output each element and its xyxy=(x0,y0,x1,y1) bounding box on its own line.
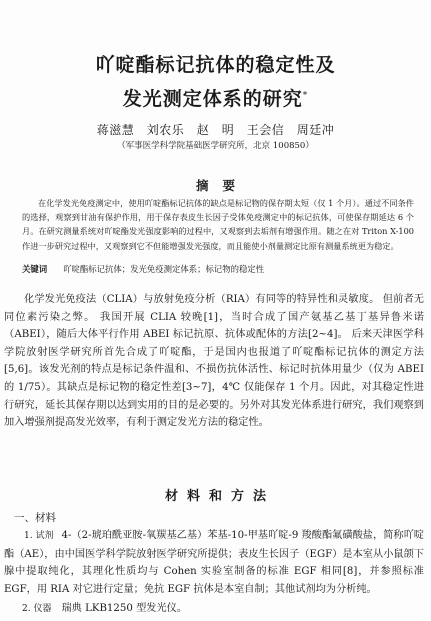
introduction-text: 化学发光免疫法（CLIA）与放射免疫分析（RIA）有同等的特异性和灵敏度。 但前者无同位素污染之弊。 我国开展 CLIA 较晚[1]，当时合成了国产氨基乙基丁基异鲁米诺（ABEI），随后大体平行作用 ABEI 标记抗原、抗体或配体的方法[2~4]。 后来天津医学科学院放射医学研究所首先合成了吖啶酯，于是国内也报道了吖啶酯标记抗体的测定方法[5,6]。该发光剂的特点是标记条件温和、不损伤抗体活性、标记时抗体用量少（仅为 ABEI 的 1/75）。其缺点是标记物的稳定性差[3~7]，4℃ 仅能保存 1 个月。因此，对其稳定性进行研究，延长其保存期以达到实用的目的是必要的。另外对其发光体系进行研究，我们观察到加入增强剂提高发光效率，有利于测定发光方法的稳定性。 xyxy=(4,294,424,429)
affiliation: （军事医学科学院基础医学研究所，北京 100850） xyxy=(117,141,314,151)
paper-title-line-2 xyxy=(0,84,431,111)
keywords-text: 吖啶酯标记抗体；发光免疫测定体系；标记物的稳定性 xyxy=(63,264,265,274)
keywords-label: 关键词 xyxy=(22,264,48,274)
instruments-label: 2. 仪器 xyxy=(22,604,52,614)
section-heading: 材料和方法 xyxy=(164,489,275,504)
keywords xyxy=(22,263,414,275)
paper-title-text: 发光测定体系的研究 xyxy=(122,88,303,110)
reagents-label: 1. 试剂 xyxy=(24,531,54,541)
abstract-text: 在化学发光免疫测定中，使用吖啶酯标记抗体的缺点是标记物的保存期太短（仅 1 个月）。通过不同条件的选择，观察到甘油有保护作用，用于保存表皮生长因子受体免疫测定中的标记抗体，可使保存期延达 6 个月。在研究测量系统对吖啶酯发光强度影响的过程中，又观察到去垢剂有增强作用。随之在对 Triton X-100 作进一步研究过程中，又观察到它不但能增强发光强度，而且能使小剂量测定比原有测量系统更为稳定。 xyxy=(22,198,414,251)
instruments-paragraph xyxy=(22,599,187,614)
reagents-text: 4-（2-琥珀酰亚胺-氧羰基乙基）苯基-10-甲基吖啶-9 羧酸酯氟磺酸盐，简称吖啶酯（AE），由中国医学科学院放射医学研究所提供；表皮生长因子（EGF）是本室从小鼠颌下腺中提取纯化，其理化性质均与 Cohen 实验室制备的标准 EGF 相同[8]，并参照标准 EGF，用 RIA 对它进行定量；免抗 EGF 抗体是本室自制；其他试剂均为分析纯。 xyxy=(4,530,424,595)
footnote-mark: * xyxy=(302,90,309,101)
authors: 蒋滋慧 刘农乐 赵 明 王会信 周廷冲 xyxy=(96,123,335,137)
subsection-heading: 一、材料 xyxy=(14,512,56,524)
reagents-paragraph xyxy=(4,527,424,598)
instruments-text: 瑞典 LKB1250 型发光仪。 xyxy=(61,603,188,614)
introduction xyxy=(4,291,424,432)
abstract-heading: 摘要 xyxy=(195,178,249,193)
materials xyxy=(4,527,424,598)
paper-title-line-1: 吖啶酯标记抗体的稳定性及 xyxy=(95,54,336,76)
abstract xyxy=(22,196,414,253)
